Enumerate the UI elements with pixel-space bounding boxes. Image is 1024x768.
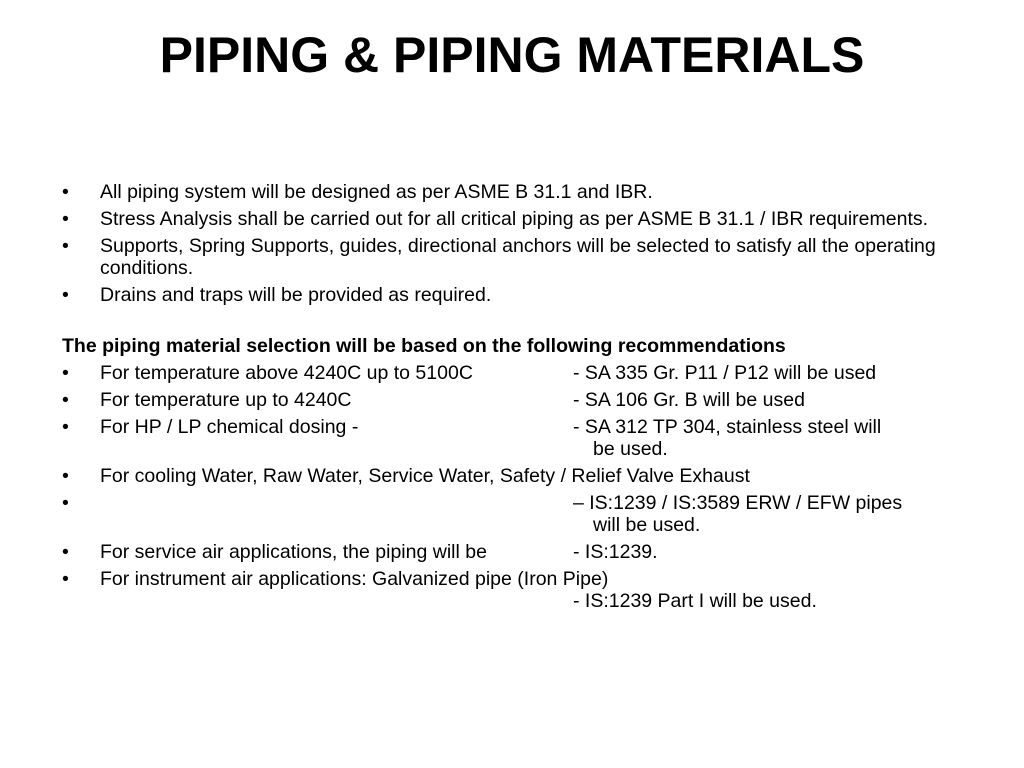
condition-text: For HP / LP chemical dosing - [100,416,359,438]
material-text: - IS:1239 Part I will be used. [573,590,817,612]
general-points-list [62,181,972,306]
point-text: Stress Analysis shall be carried out for all critical piping as per ASME B 31.1 / IBR requirements. [100,208,929,230]
condition-text: For instrument air applications: Galvanized pipe (Iron Pipe) [100,568,609,590]
slide-content [62,181,972,617]
material-text: - IS:1239. [573,541,658,563]
list-item [62,465,972,487]
bullet-icon: • [62,362,69,384]
material-line: be used. [593,438,668,460]
materials-list [62,362,972,612]
condition-text: For temperature above 4240C up to 5100C [100,362,473,384]
material-line: will be used. [593,514,701,536]
bullet-icon: • [62,492,69,514]
material-text: - SA 335 Gr. P11 / P12 will be used [573,362,877,384]
list-item [62,416,972,460]
material-line: – IS:1239 / IS:3589 ERW / EFW pipes [573,492,903,514]
point-text: Drains and traps will be provided as required. [100,284,492,306]
bullet-icon: • [62,541,69,563]
point-text: Supports, Spring Supports, guides, directional anchors will be selected to satisfy all the operating conditions. [100,235,936,279]
bullet-icon: • [62,235,69,257]
condition-text: For temperature up to 4240C [100,389,352,411]
list-item [62,492,972,536]
point-text: All piping system will be designed as per ASME B 31.1 and IBR. [100,181,653,203]
material-heading: The piping material selection will be based on the following recommendations [62,335,786,357]
slide-title: PIPING & PIPING MATERIALS [159,27,865,83]
list-item [62,181,972,203]
bullet-icon: • [62,465,69,487]
bullet-icon: • [62,389,69,411]
bullet-icon: • [62,181,69,203]
list-item [62,362,972,384]
list-item [62,235,972,279]
list-item [62,208,972,230]
material-text [573,416,972,460]
bullet-icon: • [62,416,69,438]
list-item [62,541,972,563]
material-text [573,492,972,536]
bullet-icon: • [62,284,69,306]
condition-text: For service air applications, the piping will be [100,541,487,563]
bullet-icon: • [62,208,69,230]
bullet-icon: • [62,568,69,590]
material-text: - SA 106 Gr. B will be used [573,389,805,411]
list-item [62,284,972,306]
list-item [62,389,972,411]
condition-text: For cooling Water, Raw Water, Service Water, Safety / Relief Valve Exhaust [100,465,750,487]
list-item [62,568,972,612]
material-line: - SA 312 TP 304, stainless steel will [573,416,882,438]
